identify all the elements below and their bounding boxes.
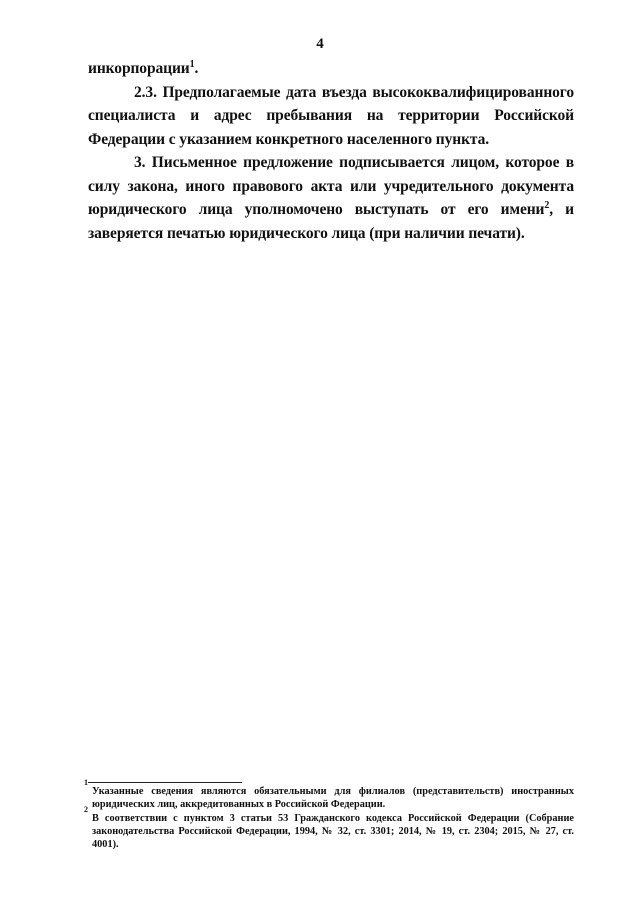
footnotes: [84, 778, 574, 852]
paragraph-text-end: .: [194, 60, 199, 77]
footnote-text: В соответствии с пунктом 3 статьи 53 Гражданского кодекса Российской Федерации (Собрание законодательства Российской Федерации, 1994, № 32, ст. 3301; 2014, № 19, ст. 2304; 2015, № 27, ст. 4001).: [92, 813, 574, 850]
paragraph-3: [88, 151, 574, 245]
footnote-1: 1 Указанные сведения являются обязательными для филиалов (представительств) иностранных юридических лиц, аккредитованных в Российской Федерации.: [84, 778, 574, 810]
paragraph-2-3: [88, 81, 574, 152]
paragraph-text: 3. Письменное предложение подписывается лицом, которое в силу закона, иного правового акта или учредительного документа юридического лица уполномочено выступать от его имени: [88, 154, 574, 218]
footnote-2: 2 В соответствии с пунктом 3 статьи 53 Гражданского кодекса Российской Федерации (Собрание законодательства Российской Федерации, 1994, № 32, ст. 3301; 2014, № 19, ст. 2304; 2015, № 27, ст. 4001).: [84, 805, 574, 850]
footnote-separator: [88, 782, 242, 783]
paragraph-continuation: [88, 57, 574, 81]
footnote-text: Указанные сведения являются обязательными для филиалов (представительств) иностранных юридических лиц, аккредитованных в Российской Федерации.: [92, 786, 574, 810]
paragraph-text: инкорпорации: [88, 60, 190, 77]
footnote-reference: 1: [189, 58, 195, 70]
paragraph-text-end: , и заверяется печатью юридического лица (при наличии печати).: [88, 201, 574, 242]
document-body: [88, 57, 574, 245]
page-number: 4: [316, 36, 324, 52]
paragraph-text: 2.3. Предполагаемые дата въезда высококвалифицированного специалиста и адрес пребывания на территории Российской Федерации с указанием конкретного населенного пункта.: [88, 83, 574, 148]
footnote-reference: 2: [544, 199, 550, 211]
